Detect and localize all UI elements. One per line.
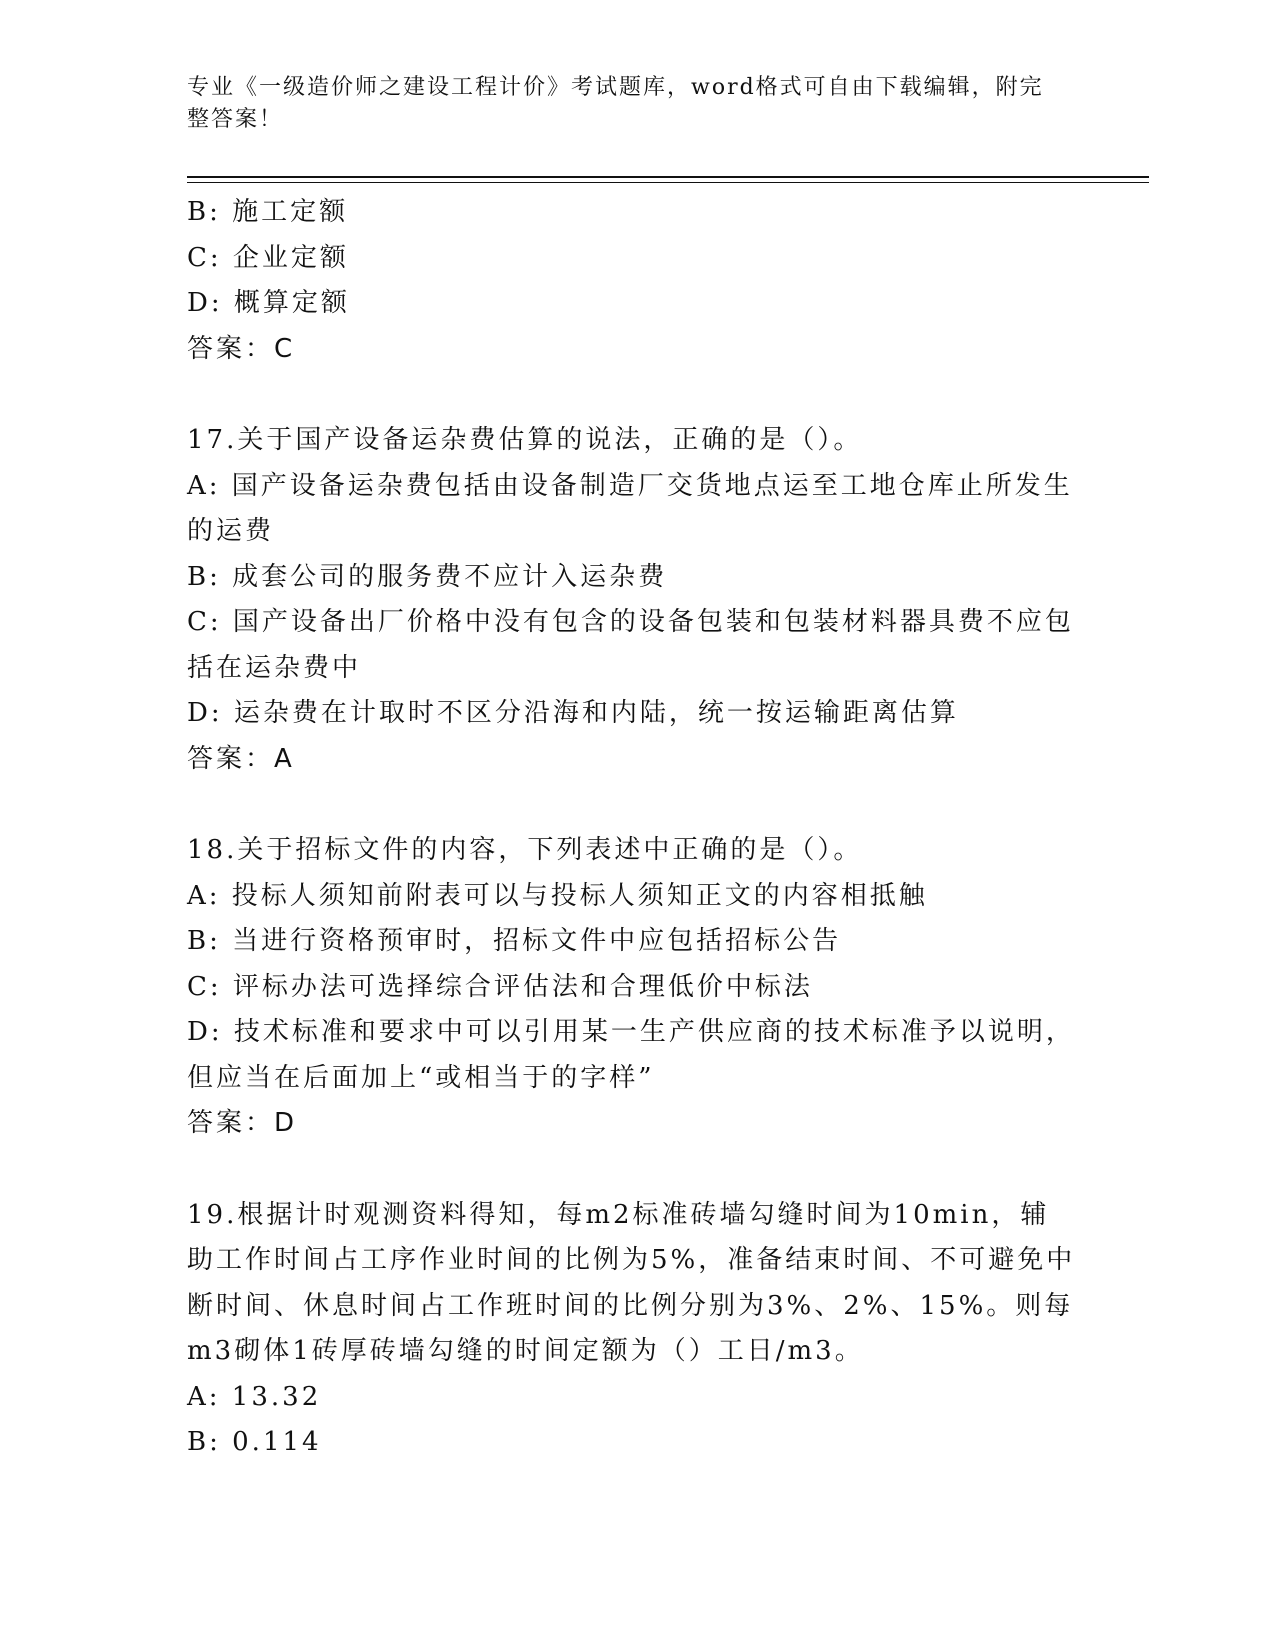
answer: 答案：D	[187, 1108, 298, 1138]
spacer	[187, 372, 1077, 418]
option-b: B: 成套公司的服务费不应计入运杂费	[187, 561, 668, 592]
option-d: D: 运杂费在计取时不区分沿海和内陆，统一按运输距离估算	[187, 698, 959, 728]
header-divider-thin	[187, 182, 1149, 183]
document-body	[187, 190, 1077, 1466]
page-header: 专业《一级造价师之建设工程计价》考试题库，word格式可自由下载编辑，附完整答案！	[187, 75, 1044, 132]
question-18	[187, 828, 1077, 1147]
question-16-continuation	[187, 190, 1077, 372]
option-d: D: 概算定额	[187, 288, 350, 318]
spacer	[187, 782, 1077, 828]
option-a: A: 投标人须知前附表可以与投标人须知正文的内容相抵触	[187, 880, 928, 911]
header-divider-thick	[187, 176, 1149, 178]
option-a: A: 13.32	[187, 1381, 322, 1412]
question-17	[187, 418, 1077, 782]
spacer	[187, 1147, 1077, 1193]
answer: 答案：C	[187, 333, 296, 364]
question-text: 18.关于招标文件的内容，下列表述中正确的是（）。	[187, 835, 863, 865]
option-a: A: 国产设备运杂费包括由设备制造厂交货地点运至工地仓库止所发生的运费	[187, 470, 1073, 546]
option-b: B: 0.114	[187, 1427, 322, 1457]
question-19	[187, 1193, 1077, 1466]
option-d: D: 技术标准和要求中可以引用某一生产供应商的技术标准予以说明，但应当在后面加上“或相当于的字样”	[187, 1017, 1075, 1093]
option-c: C: 国产设备出厂价格中没有包含的设备包装和包装材料器具费不应包括在运杂费中	[187, 607, 1074, 683]
answer: 答案：A	[187, 743, 295, 774]
option-c: C: 企业定额	[187, 242, 349, 273]
option-b: B: 施工定额	[187, 197, 349, 227]
question-text: 19.根据计时观测资料得知，每m2标准砖墙勾缝时间为10min，辅助工作时间占工序作业时间的比例为5%，准备结束时间、不可避免中断时间、休息时间占工作班时间的比例分别为3%、2%、15%。则每m3砌体1砖厚砖墙勾缝的时间定额为（）工日/m3。	[187, 1199, 1076, 1366]
option-c: C: 评标办法可选择综合评估法和合理低价中标法	[187, 971, 813, 1002]
option-b: B: 当进行资格预审时，招标文件中应包括招标公告	[187, 926, 842, 956]
question-text: 17.关于国产设备运杂费估算的说法，正确的是（）。	[187, 425, 863, 455]
